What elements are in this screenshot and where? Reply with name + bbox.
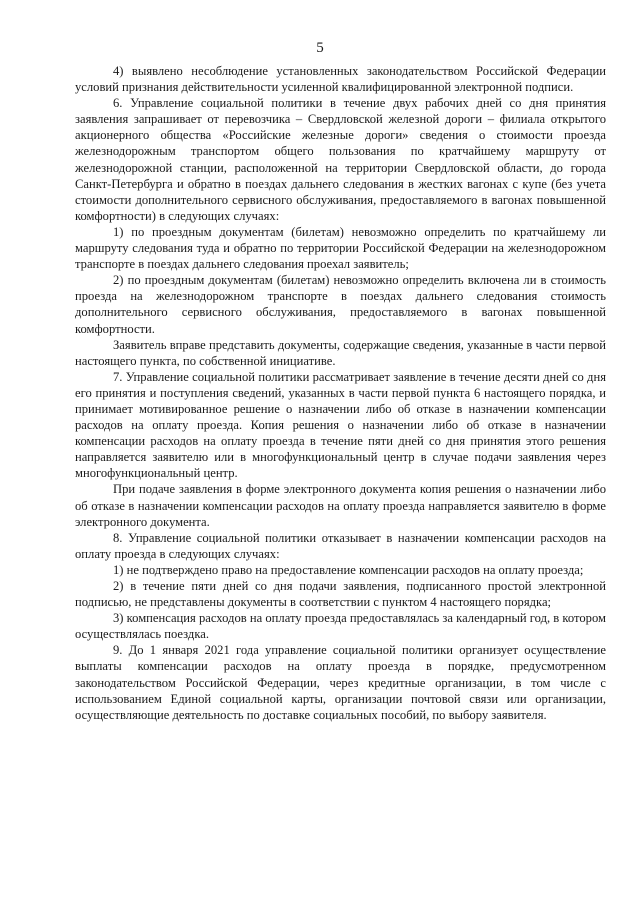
paragraph-clause-6-case-2: 2) по проездным документам (билетам) невозможно определить включена ли в стоимость проезда на железнодорожном транспорте в поездах дальнего следования стоимость дополнительного сервисного обслуживания, предоставляемого в вагонах повышенной комфортности. [75,273,606,336]
paragraph-clause-6-applicant-right: Заявитель вправе представить документы, содержащие сведения, указанные в части первой настоящего пункта, по собственной инициативе. [75,337,606,368]
paragraph-clause-7-review: 7. Управление социальной политики рассматривает заявление в течение десяти дней со дня его принятия и поступления сведений, указанных в части первой пункта 6 настоящего порядка, и принимает мотивированное решение о назначении либо об отказе в назначении компенсации расходов на оплату проезда. Копия решения о назначении либо об отказе в назначении компенсации расходов на оплату проезда в течение пяти дней со дня принятия этого решения направляется заявителю или в многофункциональный центр в случае подачи заявления через многофункциональный центр. [75,369,606,481]
paragraph-clause-8-case-1: 1) не подтверждено право на предоставление компенсации расходов на оплату проезда; [113,562,584,577]
paragraph-item-4-invalid-signature: 4) выявлено несоблюдение установленных законодательством Российской Федерации условий признания действительности усиленной квалифицированной электронной подписи. [75,64,606,95]
paragraph-clause-6-case-1: 1) по проездным документам (билетам) невозможно определить по кратчайшему ли маршруту следования туда и обратно по территории Российской Федерации на железнодорожном транспорте в поездах дальнего следования проехал заявитель; [75,224,606,272]
paragraph-clause-8-refusal: 8. Управление социальной политики отказывает в назначении компенсации расходов на оплату проезда в следующих случаях: [75,530,606,561]
paragraph-clause-6-request-info: 6. Управление социальной политики в течение двух рабочих дней со дня принятия заявления запрашивает от перевозчика – Свердловской железной дороги – филиала открытого акционерного общества «Российские железные дороги» сведения о стоимости проезда железнодорожным транспортом общего пользования по кратчайшему маршруту от железнодорожной станции, расположенной на территории Свердловской области, до города Санкт-Петербурга и обратно в поездах дальнего следования в жестких вагонах с купе (без учета стоимости дополнительного сервисного обслуживания, предоставляемого в вагонах повышенной комфортности) в следующих случаях: [75,96,606,223]
page-number: 5 [316,40,324,56]
paragraph-clause-9-payment: 9. До 1 января 2021 года управление социальной политики организует осуществление выплаты компенсации расходов на оплату проезда в порядке, предусмотренном законодательством Российской Федерации, через кредитные организации, в том числе с использованием Единой социальной карты, организации почтовой связи или организации, осуществляющие деятельность по доставке социальных пособий, по выбору заявителя. [75,643,606,722]
document-body [75,63,606,723]
paragraph-clause-8-case-2: 2) в течение пяти дней со дня подачи заявления, подписанного простой электронной подписью, не представлены документы в соответствии с пунктом 4 настоящего порядка; [75,579,606,610]
paragraph-clause-8-case-3: 3) компенсация расходов на оплату проезда предоставлялась за календарный год, в котором осуществлялась поездка. [75,611,606,642]
paragraph-clause-7-electronic: При подаче заявления в форме электронного документа копия решения о назначении либо об отказе в назначении компенсации расходов на оплату проезда направляется заявителю в форме электронного документа. [75,482,606,529]
